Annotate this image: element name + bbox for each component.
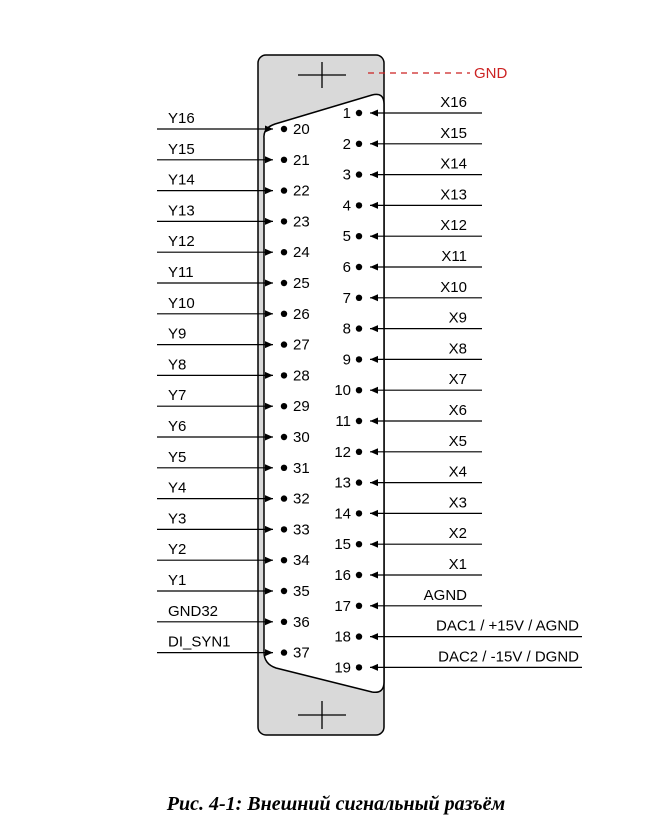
- signal-label: Y3: [168, 510, 187, 528]
- signal-label: X3: [448, 494, 467, 512]
- figure-caption: Рис. 4-1: Внешний сигнальный разъём: [166, 793, 506, 815]
- pin-number: 18: [334, 628, 351, 646]
- signal-label: X5: [448, 432, 467, 450]
- pin-dot: [356, 541, 362, 547]
- pin-dot: [356, 510, 362, 516]
- signal-label: Y1: [168, 572, 187, 589]
- signal-label: Y6: [168, 418, 187, 435]
- signal-label: Y2: [168, 541, 187, 559]
- pin-number: 24: [293, 244, 310, 262]
- pin-dot: [356, 356, 362, 362]
- pin-dot: [356, 171, 362, 177]
- pin-dot: [356, 572, 362, 578]
- pin-number: 1: [342, 105, 351, 122]
- pin-dot: [356, 325, 362, 331]
- signal-label: Y10: [168, 294, 195, 312]
- pin-dot: [356, 449, 362, 455]
- signal-label: X16: [440, 94, 467, 111]
- pin-number: 9: [342, 351, 351, 369]
- signal-label: X7: [448, 371, 467, 389]
- pin-number: 19: [334, 659, 351, 677]
- pin-number: 37: [293, 644, 310, 662]
- pin-number: 21: [293, 151, 310, 169]
- pin-number: 25: [293, 275, 310, 292]
- gnd-label: GND: [474, 65, 508, 82]
- signal-label: X13: [440, 186, 467, 204]
- signal-label: Y4: [168, 479, 187, 497]
- pin-dot: [281, 619, 287, 625]
- pin-number: 36: [293, 613, 310, 631]
- signal-label: Y11: [168, 264, 194, 281]
- connector-insert: [264, 94, 384, 692]
- signal-label: Y7: [168, 387, 187, 405]
- pin-dot: [356, 603, 362, 609]
- pin-dot: [281, 465, 287, 471]
- pin-number: 14: [334, 505, 351, 523]
- pin-dot: [356, 387, 362, 393]
- pin-number: 28: [293, 367, 310, 385]
- pin-dot: [356, 233, 362, 239]
- signal-label: Y5: [168, 448, 187, 466]
- pin-number: 15: [334, 536, 351, 554]
- signal-label: X15: [440, 124, 467, 142]
- pin-dot: [281, 403, 287, 409]
- pin-number: 2: [342, 135, 351, 153]
- pin-dot: [356, 418, 362, 424]
- pin-number: 20: [293, 121, 310, 138]
- pin-dot: [281, 526, 287, 532]
- pin-dot: [281, 372, 287, 378]
- pin-number: 17: [334, 597, 351, 615]
- pin-dot: [281, 218, 287, 224]
- pin-dot: [281, 311, 287, 317]
- pin-dot: [356, 479, 362, 485]
- pin-dot: [281, 588, 287, 594]
- pin-dot: [281, 157, 287, 163]
- signal-label: DAC1 / +15V / AGND: [436, 617, 579, 635]
- pin-dot: [356, 141, 362, 147]
- pin-number: 34: [293, 552, 310, 570]
- pin-number: 35: [293, 583, 310, 600]
- signal-label: Y12: [168, 233, 195, 251]
- signal-label: AGND: [423, 586, 467, 604]
- pin-number: 30: [293, 429, 310, 446]
- pin-number: 10: [334, 382, 351, 400]
- pin-number: 12: [334, 443, 351, 461]
- pin-dot: [356, 295, 362, 301]
- pin-dot: [281, 280, 287, 286]
- pin-number: 4: [342, 197, 351, 215]
- pin-dot: [281, 249, 287, 255]
- pin-number: 32: [293, 490, 310, 508]
- pin-number: 5: [342, 228, 351, 246]
- pin-dot: [356, 264, 362, 270]
- signal-label: X6: [448, 402, 467, 419]
- signal-label: X9: [448, 309, 467, 327]
- pin-dot: [356, 202, 362, 208]
- signal-label: X8: [448, 340, 467, 358]
- pin-dot: [281, 649, 287, 655]
- signal-label: X12: [440, 217, 467, 235]
- signal-label: X1: [448, 556, 467, 573]
- signal-label: Y16: [168, 110, 195, 127]
- pin-number: 31: [293, 459, 310, 477]
- pin-number: 6: [342, 259, 351, 276]
- pin-number: 13: [334, 474, 351, 492]
- pin-dot: [281, 557, 287, 563]
- pin-dot: [281, 495, 287, 501]
- pin-dot: [356, 664, 362, 670]
- signal-label: X4: [448, 463, 467, 481]
- signal-label: Y9: [168, 325, 187, 343]
- pin-number: 11: [335, 413, 351, 430]
- pin-number: 33: [293, 521, 310, 539]
- signal-label: Y14: [168, 171, 195, 189]
- pin-number: 8: [342, 320, 351, 338]
- pin-number: 26: [293, 305, 310, 323]
- signal-label: X14: [440, 155, 467, 173]
- pin-dot: [281, 187, 287, 193]
- signal-label: GND32: [168, 602, 219, 620]
- signal-label: X10: [440, 278, 467, 296]
- pin-number: 23: [293, 213, 310, 231]
- signal-label: DI_SYN1: [168, 633, 231, 651]
- pin-number: 16: [334, 567, 351, 584]
- pin-dot: [356, 110, 362, 116]
- pin-dot: [281, 434, 287, 440]
- signal-label: Y8: [168, 356, 187, 374]
- signal-label: Y15: [168, 140, 195, 158]
- pin-dot: [281, 126, 287, 132]
- signal-label: DAC2 / -15V / DGND: [438, 648, 579, 666]
- pin-number: 27: [293, 336, 310, 354]
- pin-dot: [281, 341, 287, 347]
- signal-label: Y13: [168, 202, 195, 220]
- pin-dot: [356, 633, 362, 639]
- pin-number: 29: [293, 398, 310, 416]
- pin-number: 22: [293, 182, 310, 200]
- pin-number: 7: [342, 289, 351, 307]
- signal-label: X11: [441, 248, 467, 265]
- signal-label: X2: [448, 525, 467, 543]
- pin-number: 3: [342, 166, 351, 184]
